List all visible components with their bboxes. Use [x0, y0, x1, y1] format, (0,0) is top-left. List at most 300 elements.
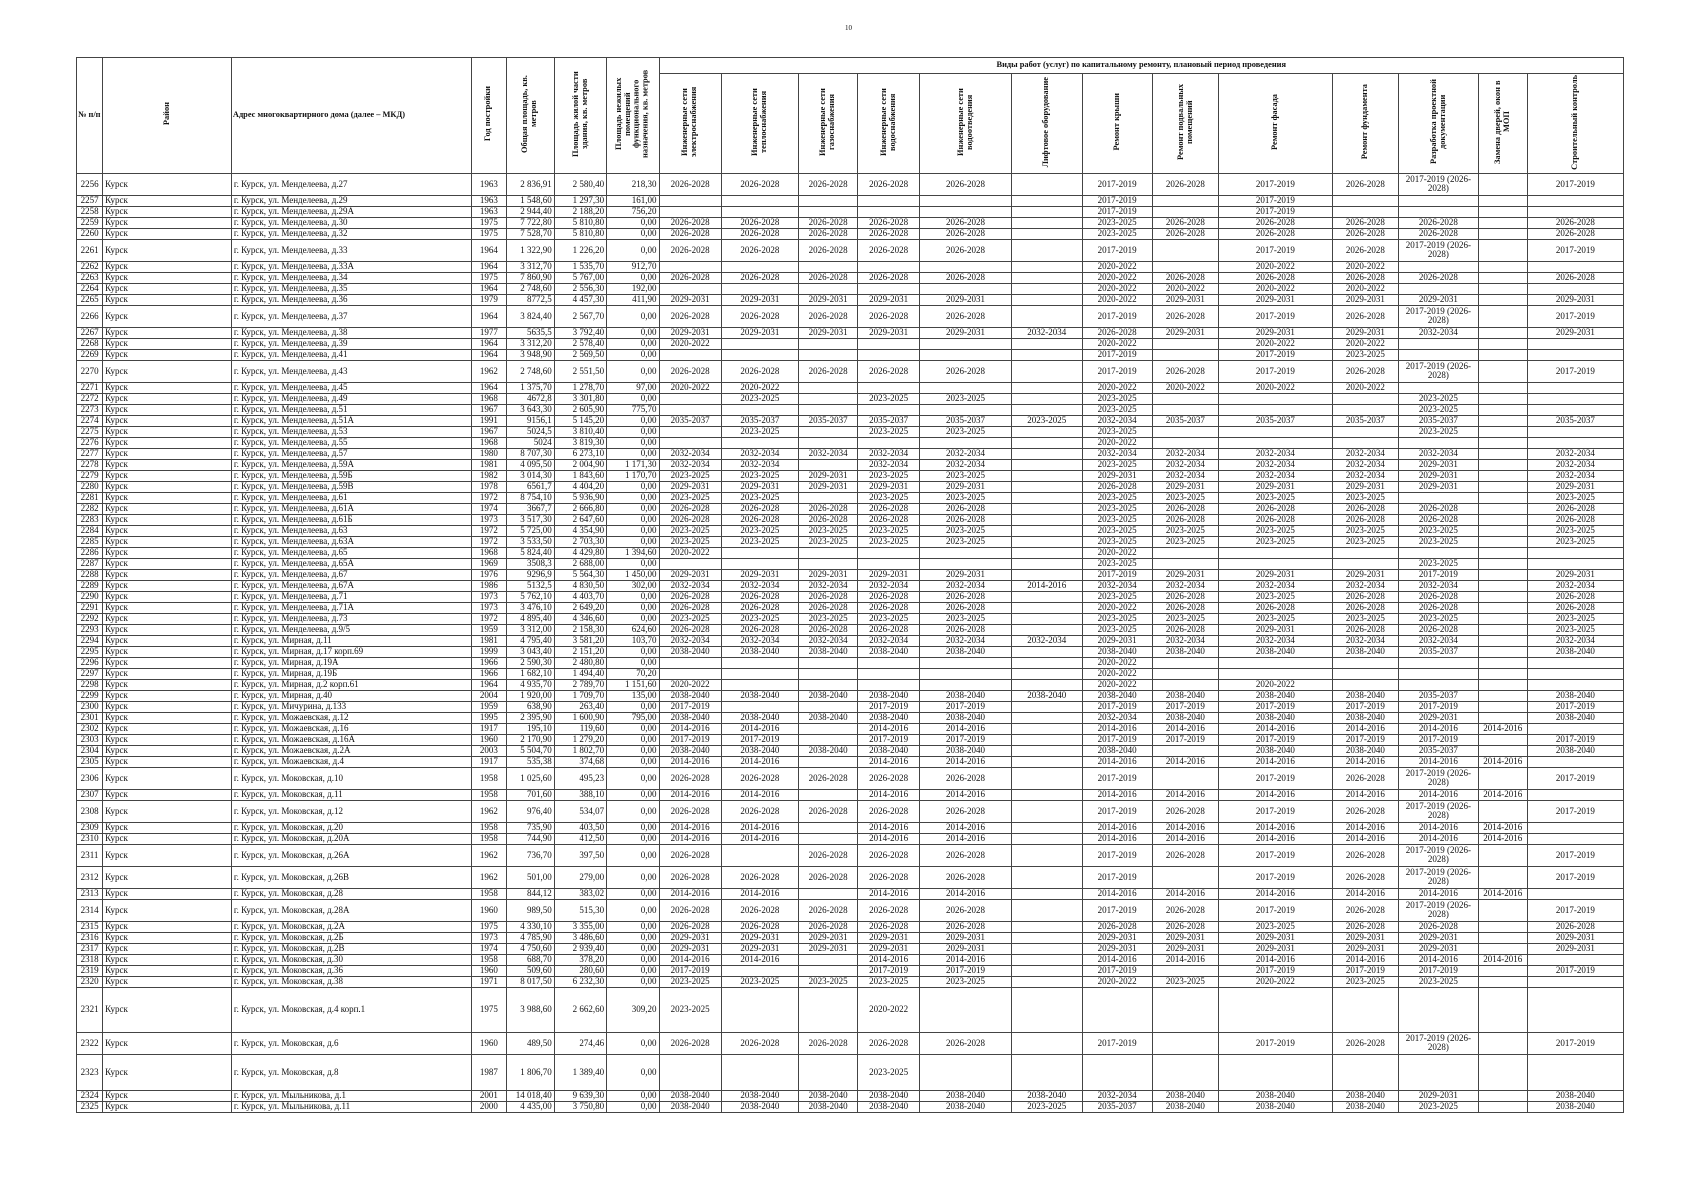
row-work-4: 2026-2028: [920, 173, 1012, 195]
row-number: 2288: [77, 569, 103, 580]
row-work-5: [1011, 844, 1082, 866]
row-work-6: 2026-2028: [1082, 921, 1152, 932]
row-work-9: 2020-2022: [1332, 338, 1399, 349]
row-year: 1973: [471, 591, 506, 602]
row-work-11: [1478, 1090, 1527, 1101]
row-work-9: 2032-2034: [1332, 580, 1399, 591]
row-work-10: 2026-2028: [1399, 624, 1479, 635]
row-work-6: 2020-2022: [1082, 283, 1152, 294]
row-work-2: [799, 789, 858, 800]
row-number: 2287: [77, 558, 103, 569]
row-work-0: 2038-2040: [659, 690, 721, 701]
row-work-9: [1332, 206, 1399, 217]
row-number: 2292: [77, 613, 103, 624]
row-total-area: 2 836,91: [506, 173, 554, 195]
row-work-2: 2029-2031: [799, 327, 858, 338]
row-work-3: 2035-2037: [858, 415, 920, 426]
row-work-11: [1478, 668, 1527, 679]
table-row: [77, 437, 1624, 448]
row-work-3: 2014-2016: [858, 888, 920, 899]
row-work-0: 2020-2022: [659, 382, 721, 393]
row-number: 2278: [77, 459, 103, 470]
row-number: 2314: [77, 899, 103, 921]
row-work-12: [1527, 283, 1623, 294]
row-work-5: [1011, 932, 1082, 943]
row-address: г. Курск, ул. Моковская, д.20: [231, 822, 471, 833]
table-row: [77, 525, 1624, 536]
row-work-0: 2026-2028: [659, 514, 721, 525]
row-work-6: 2023-2025: [1082, 536, 1152, 547]
row-district: Курск: [103, 734, 232, 745]
row-work-3: 2029-2031: [858, 943, 920, 954]
row-work-1: 2023-2025: [721, 393, 798, 404]
row-work-8: 2014-2016: [1219, 954, 1332, 965]
row-work-1: [721, 261, 798, 272]
row-work-6: 2026-2028: [1082, 481, 1152, 492]
table-row: [77, 195, 1624, 206]
row-work-12: 2032-2034: [1527, 470, 1623, 481]
row-work-6: 2020-2022: [1082, 272, 1152, 283]
row-total-area: 4672,8: [506, 393, 554, 404]
row-work-7: [1152, 393, 1219, 404]
row-work-0: 2026-2028: [659, 305, 721, 327]
row-number: 2279: [77, 470, 103, 481]
row-work-2: [799, 679, 858, 690]
row-district: Курск: [103, 635, 232, 646]
row-work-11: [1478, 734, 1527, 745]
row-district: Курск: [103, 866, 232, 888]
row-work-7: 2029-2031: [1152, 569, 1219, 580]
row-nonliving-area: 0,00: [607, 723, 659, 734]
row-year: 1958: [471, 789, 506, 800]
row-total-area: 4 435,00: [506, 1101, 554, 1112]
row-work-1: [721, 657, 798, 668]
row-work-3: 2014-2016: [858, 822, 920, 833]
row-work-5: 2038-2040: [1011, 1090, 1082, 1101]
row-year: 1971: [471, 976, 506, 987]
row-work-2: 2026-2028: [799, 899, 858, 921]
row-work-4: 2029-2031: [920, 943, 1012, 954]
row-nonliving-area: 0,00: [607, 437, 659, 448]
row-work-8: 2017-2019: [1219, 349, 1332, 360]
row-year: 1972: [471, 492, 506, 503]
row-work-5: [1011, 492, 1082, 503]
table-row: [77, 921, 1624, 932]
row-work-9: 2023-2025: [1332, 613, 1399, 624]
row-work-4: 2017-2019: [920, 965, 1012, 976]
row-work-10: 2014-2016: [1399, 888, 1479, 899]
row-nonliving-area: 0,00: [607, 646, 659, 657]
row-work-4: [920, 283, 1012, 294]
row-work-11: [1478, 965, 1527, 976]
row-work-6: 2023-2025: [1082, 624, 1152, 635]
row-work-9: 2029-2031: [1332, 569, 1399, 580]
row-living-area: 3 581,20: [554, 635, 606, 646]
row-work-4: 2026-2028: [920, 503, 1012, 514]
row-work-12: 2032-2034: [1527, 459, 1623, 470]
row-district: Курск: [103, 1101, 232, 1112]
table-row: [77, 602, 1624, 613]
row-address: г. Курск, ул. Моковская, д.12: [231, 800, 471, 822]
row-work-4: 2029-2031: [920, 294, 1012, 305]
row-work-7: 2029-2031: [1152, 327, 1219, 338]
row-work-8: 2029-2031: [1219, 932, 1332, 943]
row-work-1: 2023-2025: [721, 492, 798, 503]
row-year: 1975: [471, 921, 506, 932]
row-work-9: 2032-2034: [1332, 470, 1399, 481]
row-address: г. Курск, ул. Менделеева, д.67: [231, 569, 471, 580]
row-work-10: 2026-2028: [1399, 217, 1479, 228]
row-work-3: 2026-2028: [858, 844, 920, 866]
row-work-3: 2026-2028: [858, 1032, 920, 1054]
row-work-8: 2038-2040: [1219, 1101, 1332, 1112]
row-work-0: 2026-2028: [659, 217, 721, 228]
row-work-3: [858, 338, 920, 349]
row-address: г. Курск, ул. Менделеева, д.34: [231, 272, 471, 283]
row-work-2: [799, 756, 858, 767]
row-living-area: 1 709,70: [554, 690, 606, 701]
row-total-area: 3 533,50: [506, 536, 554, 547]
row-total-area: 5132,5: [506, 580, 554, 591]
row-work-6: 2020-2022: [1082, 668, 1152, 679]
row-total-area: 4 895,40: [506, 613, 554, 624]
row-work-11: [1478, 415, 1527, 426]
row-number: 2283: [77, 514, 103, 525]
row-nonliving-area: 1 171,30: [607, 459, 659, 470]
row-work-3: [858, 206, 920, 217]
row-work-8: 2014-2016: [1219, 833, 1332, 844]
row-work-7: 2035-2037: [1152, 415, 1219, 426]
row-living-area: 2 666,80: [554, 503, 606, 514]
row-number: 2322: [77, 1032, 103, 1054]
row-work-9: 2026-2028: [1332, 591, 1399, 602]
row-work-5: [1011, 723, 1082, 734]
row-work-9: 2023-2025: [1332, 976, 1399, 987]
row-work-8: 2017-2019: [1219, 866, 1332, 888]
row-total-area: 14 018,40: [506, 1090, 554, 1101]
row-work-1: [721, 987, 798, 1032]
row-nonliving-area: 0,00: [607, 701, 659, 712]
row-work-7: 2032-2034: [1152, 459, 1219, 470]
row-work-12: 2023-2025: [1527, 624, 1623, 635]
row-address: г. Курск, ул. Менделеева, д.61Б: [231, 514, 471, 525]
row-work-6: 2032-2034: [1082, 1090, 1152, 1101]
row-work-5: [1011, 294, 1082, 305]
row-work-6: 2017-2019: [1082, 866, 1152, 888]
row-number: 2309: [77, 822, 103, 833]
row-work-4: 2032-2034: [920, 448, 1012, 459]
row-work-5: 2032-2034: [1011, 635, 1082, 646]
row-work-2: [799, 558, 858, 569]
header-address: Адрес многоквартирного дома (далее – МКД): [231, 58, 471, 174]
row-work-3: 2026-2028: [858, 305, 920, 327]
row-work-6: 2017-2019: [1082, 899, 1152, 921]
row-work-8: [1219, 668, 1332, 679]
row-living-area: 388,10: [554, 789, 606, 800]
row-work-9: 2029-2031: [1332, 932, 1399, 943]
row-nonliving-area: 0,00: [607, 789, 659, 800]
row-nonliving-area: 0,00: [607, 602, 659, 613]
row-work-8: 2017-2019: [1219, 767, 1332, 789]
row-work-12: [1527, 789, 1623, 800]
row-work-12: 2029-2031: [1527, 294, 1623, 305]
header-work-4: Инженерные сети водоотведения: [920, 74, 1012, 174]
row-work-11: [1478, 228, 1527, 239]
row-work-3: 2026-2028: [858, 217, 920, 228]
row-number: 2263: [77, 272, 103, 283]
row-work-2: 2023-2025: [799, 525, 858, 536]
row-work-12: [1527, 338, 1623, 349]
row-living-area: 2 578,40: [554, 338, 606, 349]
row-work-0: 2026-2028: [659, 360, 721, 382]
row-district: Курск: [103, 789, 232, 800]
row-work-2: 2026-2028: [799, 360, 858, 382]
row-work-2: 2026-2028: [799, 866, 858, 888]
row-address: г. Курск, ул. Моковская, д.6: [231, 1032, 471, 1054]
row-total-area: 3 824,40: [506, 305, 554, 327]
table-row: [77, 404, 1624, 415]
row-work-2: 2026-2028: [799, 305, 858, 327]
row-year: 1975: [471, 217, 506, 228]
row-total-area: 735,90: [506, 822, 554, 833]
row-work-1: 2029-2031: [721, 943, 798, 954]
row-work-11: [1478, 1054, 1527, 1090]
row-work-12: 2026-2028: [1527, 503, 1623, 514]
row-work-10: 2026-2028: [1399, 591, 1479, 602]
row-district: Курск: [103, 382, 232, 393]
row-work-10: 2014-2016: [1399, 954, 1479, 965]
row-work-7: 2014-2016: [1152, 789, 1219, 800]
row-work-6: 2032-2034: [1082, 448, 1152, 459]
row-total-area: 5635,5: [506, 327, 554, 338]
row-work-7: 2026-2028: [1152, 272, 1219, 283]
row-work-8: 2026-2028: [1219, 228, 1332, 239]
row-year: 1967: [471, 426, 506, 437]
row-district: Курск: [103, 261, 232, 272]
row-total-area: 3 948,90: [506, 349, 554, 360]
row-work-3: [858, 349, 920, 360]
row-work-2: 2032-2034: [799, 635, 858, 646]
table-row: [77, 217, 1624, 228]
row-number: 2294: [77, 635, 103, 646]
row-nonliving-area: 192,00: [607, 283, 659, 294]
row-work-6: 2029-2031: [1082, 635, 1152, 646]
row-work-6: 2023-2025: [1082, 426, 1152, 437]
row-work-7: 2038-2040: [1152, 1101, 1219, 1112]
row-work-7: 2032-2034: [1152, 448, 1219, 459]
row-work-6: 2023-2025: [1082, 525, 1152, 536]
row-work-0: 2026-2028: [659, 602, 721, 613]
row-year: 1981: [471, 459, 506, 470]
row-nonliving-area: 0,00: [607, 228, 659, 239]
row-work-0: 2032-2034: [659, 580, 721, 591]
row-work-6: 2038-2040: [1082, 745, 1152, 756]
row-address: г. Курск, ул. Менделеева, д.59В: [231, 481, 471, 492]
row-work-11: 2014-2016: [1478, 954, 1527, 965]
row-work-11: [1478, 547, 1527, 558]
row-work-4: [920, 679, 1012, 690]
row-work-9: [1332, 547, 1399, 558]
row-work-8: 2023-2025: [1219, 613, 1332, 624]
row-work-11: [1478, 360, 1527, 382]
row-work-4: 2038-2040: [920, 712, 1012, 723]
row-work-8: 2017-2019: [1219, 305, 1332, 327]
row-work-10: 2026-2028: [1399, 272, 1479, 283]
row-work-5: [1011, 701, 1082, 712]
row-work-8: [1219, 657, 1332, 668]
row-work-6: 2017-2019: [1082, 569, 1152, 580]
row-work-9: 2029-2031: [1332, 943, 1399, 954]
row-nonliving-area: 0,00: [607, 800, 659, 822]
row-work-2: 2026-2028: [799, 624, 858, 635]
row-work-12: [1527, 404, 1623, 415]
row-year: 1959: [471, 701, 506, 712]
row-work-11: [1478, 558, 1527, 569]
row-work-4: 2026-2028: [920, 921, 1012, 932]
row-district: Курск: [103, 712, 232, 723]
row-living-area: 5 564,30: [554, 569, 606, 580]
row-work-12: [1527, 547, 1623, 558]
row-work-4: 2026-2028: [920, 844, 1012, 866]
row-district: Курск: [103, 338, 232, 349]
row-living-area: 2 158,30: [554, 624, 606, 635]
row-number: 2271: [77, 382, 103, 393]
row-total-area: 8 707,30: [506, 448, 554, 459]
row-number: 2308: [77, 800, 103, 822]
row-work-12: 2017-2019: [1527, 239, 1623, 261]
row-nonliving-area: 161,00: [607, 195, 659, 206]
table-row: [77, 899, 1624, 921]
row-address: г. Курск, ул. Менделеева, д.45: [231, 382, 471, 393]
row-work-0: 2026-2028: [659, 503, 721, 514]
row-work-10: 2017-2019: [1399, 734, 1479, 745]
row-living-area: 2 480,80: [554, 657, 606, 668]
row-work-9: 2026-2028: [1332, 602, 1399, 613]
row-work-6: 2020-2022: [1082, 679, 1152, 690]
row-work-8: [1219, 404, 1332, 415]
row-district: Курск: [103, 1054, 232, 1090]
row-district: Курск: [103, 272, 232, 283]
row-year: 1987: [471, 1054, 506, 1090]
row-work-6: 2023-2025: [1082, 591, 1152, 602]
row-work-6: 2014-2016: [1082, 789, 1152, 800]
header-work-12: Строительный контроль: [1527, 74, 1623, 174]
row-year: 1974: [471, 943, 506, 954]
row-work-4: [920, 987, 1012, 1032]
row-work-2: 2026-2028: [799, 800, 858, 822]
row-work-9: 2026-2028: [1332, 305, 1399, 327]
row-year: 1964: [471, 382, 506, 393]
row-work-7: 2038-2040: [1152, 646, 1219, 657]
row-work-7: [1152, 767, 1219, 789]
row-work-1: [721, 404, 798, 415]
row-work-10: [1399, 349, 1479, 360]
row-work-4: 2014-2016: [920, 822, 1012, 833]
row-work-8: 2023-2025: [1219, 536, 1332, 547]
row-address: г. Курск, ул. Менделеева, д.61: [231, 492, 471, 503]
row-total-area: 3 014,30: [506, 470, 554, 481]
row-work-7: 2029-2031: [1152, 294, 1219, 305]
row-work-7: 2014-2016: [1152, 833, 1219, 844]
row-living-area: 3 792,40: [554, 327, 606, 338]
row-work-12: [1527, 987, 1623, 1032]
row-work-9: 2026-2028: [1332, 217, 1399, 228]
row-work-9: 2017-2019: [1332, 734, 1399, 745]
row-work-11: [1478, 426, 1527, 437]
row-work-2: 2026-2028: [799, 272, 858, 283]
row-work-1: 2014-2016: [721, 888, 798, 899]
row-year: 1982: [471, 470, 506, 481]
row-work-9: 2038-2040: [1332, 646, 1399, 657]
row-work-7: 2023-2025: [1152, 976, 1219, 987]
row-work-7: 2032-2034: [1152, 580, 1219, 591]
row-work-5: [1011, 756, 1082, 767]
row-work-3: 2026-2028: [858, 514, 920, 525]
row-work-3: 2023-2025: [858, 525, 920, 536]
row-work-10: 2017-2019 (2026-2028): [1399, 899, 1479, 921]
row-work-3: 2023-2025: [858, 426, 920, 437]
row-work-4: 2014-2016: [920, 954, 1012, 965]
row-work-0: 2017-2019: [659, 701, 721, 712]
row-work-7: [1152, 404, 1219, 415]
row-work-2: 2029-2031: [799, 943, 858, 954]
row-living-area: 2 662,60: [554, 987, 606, 1032]
row-work-0: 2023-2025: [659, 525, 721, 536]
row-work-4: 2023-2025: [920, 976, 1012, 987]
row-work-7: 2023-2025: [1152, 613, 1219, 624]
row-work-9: [1332, 657, 1399, 668]
row-work-9: 2026-2028: [1332, 514, 1399, 525]
row-work-2: 2038-2040: [799, 1101, 858, 1112]
row-living-area: 3 301,80: [554, 393, 606, 404]
row-total-area: 5 824,40: [506, 547, 554, 558]
row-work-2: 2029-2031: [799, 569, 858, 580]
table-row: [77, 1090, 1624, 1101]
row-work-11: 2014-2016: [1478, 723, 1527, 734]
row-year: 1977: [471, 327, 506, 338]
row-work-12: 2017-2019: [1527, 1032, 1623, 1054]
row-work-10: 2017-2019 (2026-2028): [1399, 1032, 1479, 1054]
row-nonliving-area: 0,00: [607, 844, 659, 866]
row-nonliving-area: 0,00: [607, 899, 659, 921]
row-number: 2325: [77, 1101, 103, 1112]
row-district: Курск: [103, 899, 232, 921]
row-work-1: 2026-2028: [721, 591, 798, 602]
row-work-3: [858, 668, 920, 679]
row-work-9: 2035-2037: [1332, 415, 1399, 426]
row-work-3: 2029-2031: [858, 294, 920, 305]
row-district: Курск: [103, 481, 232, 492]
row-work-3: 2023-2025: [858, 613, 920, 624]
row-work-11: [1478, 448, 1527, 459]
row-work-9: 2014-2016: [1332, 822, 1399, 833]
row-work-6: 2023-2025: [1082, 228, 1152, 239]
row-work-0: 2026-2028: [659, 921, 721, 932]
row-work-4: [920, 668, 1012, 679]
row-work-10: 2017-2019 (2026-2028): [1399, 173, 1479, 195]
table-row: [77, 800, 1624, 822]
row-work-5: [1011, 899, 1082, 921]
row-address: г. Курск, ул. Менделеева, д.9/5: [231, 624, 471, 635]
row-work-5: [1011, 965, 1082, 976]
row-total-area: 501,00: [506, 866, 554, 888]
row-work-1: 2023-2025: [721, 470, 798, 481]
row-work-1: 2026-2028: [721, 239, 798, 261]
row-work-12: 2017-2019: [1527, 360, 1623, 382]
row-work-8: 2014-2016: [1219, 888, 1332, 899]
row-address: г. Курск, ул. Мирная, д.19Б: [231, 668, 471, 679]
row-work-4: 2032-2034: [920, 580, 1012, 591]
